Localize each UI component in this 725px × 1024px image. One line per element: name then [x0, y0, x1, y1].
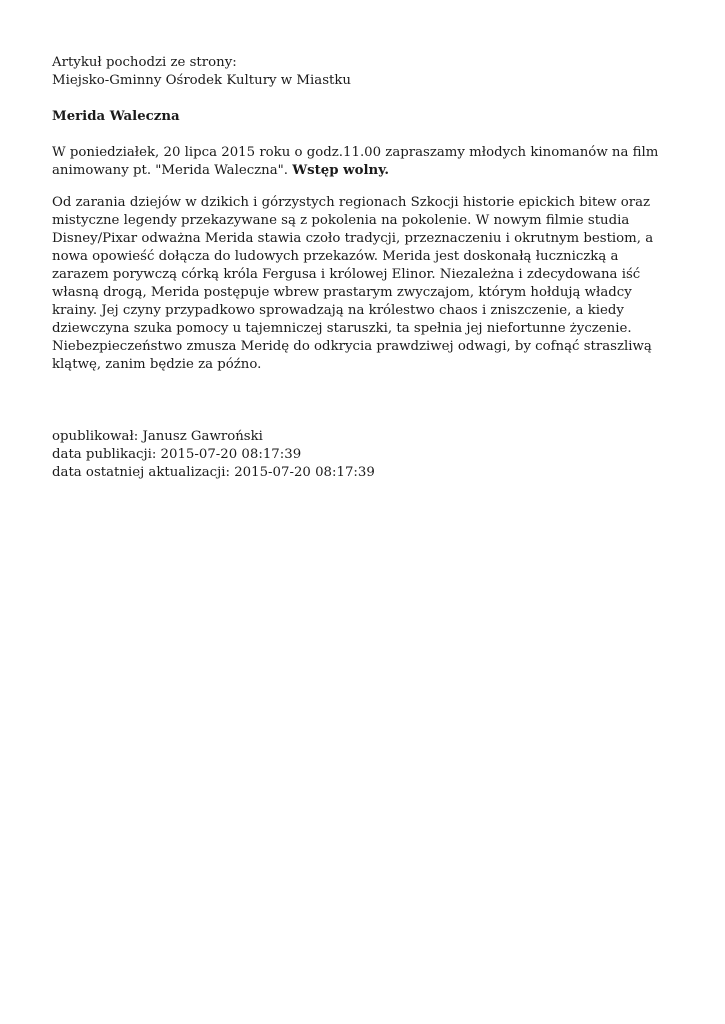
intro-bold-text: Wstęp wolny. [292, 163, 390, 178]
updated-date: data ostatniej aktualizacji: 2015-07-20 08:17:39 [52, 465, 375, 480]
source-label: Artykuł pochodzi ze strony: [52, 55, 237, 70]
document-page [52, 54, 674, 482]
article-body: Od zarania dziejów w dzikich i górzystych regionach Szkocji historie epickich bitew oraz mistyczne legendy przekazywane są z pokolenia na pokolenie. W nowym filmie studia Disney/Pixar odważna Merida stawia czoło tradycji, przeznaczeniu i okrutnym bestiom, a nowa opowieść dołącza do ludowych przekazów. Merida jest doskonałą łuczniczką a zarazem porywczą córką króla Fergusa i królowej Elinor. Niezależna i zdecydowana iść własną drogą, Merida postępuje wbrew prastarym zwyczajom, którym hołdują władcy krainy. Jej czyny przypadkowo sprowadzają na królestwo chaos i zniszczenie, a kiedy dziewczyna szuka pomocy u tajemniczej staruszki, ta spełnia jej niefortunne życzenie. Niebezpieczeństwo zmusza Meridę do odkrycia prawdziwej odwagi, by cofnąć straszliwą klątwę, zanim będzie za późno. [52, 195, 654, 372]
published-by: opublikował: Janusz Gawroński [52, 429, 263, 444]
article-intro [52, 144, 674, 180]
source-name: Miejsko-Gminny Ośrodek Kultury w Miastku [52, 73, 351, 88]
published-date: data publikacji: 2015-07-20 08:17:39 [52, 447, 302, 462]
intro-text: W poniedziałek, 20 lipca 2015 roku o godz.11.00 zapraszamy młodych kinomanów na film animowany pt. "Merida Waleczna". [52, 145, 659, 178]
publication-meta [52, 428, 674, 482]
article-title: Merida Waleczna [52, 109, 180, 124]
source-info [52, 54, 674, 90]
